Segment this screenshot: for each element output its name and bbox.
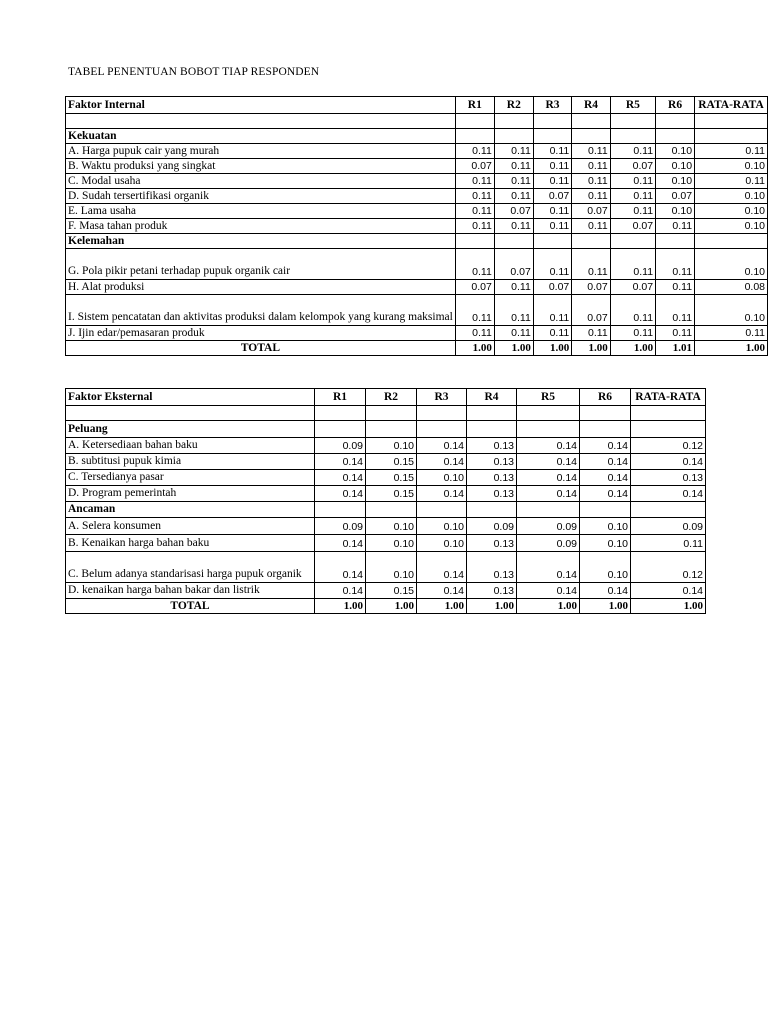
cell-value: 0.14	[417, 583, 467, 599]
cell-value: 0.11	[533, 144, 571, 159]
cell-value: 0.14	[417, 552, 467, 583]
cell-value: 0.11	[533, 159, 571, 174]
cell-value: 0.10	[417, 470, 467, 486]
cell-value: 0.09	[517, 518, 580, 535]
cell-value: 0.11	[656, 219, 695, 234]
cell-value: 0.11	[494, 219, 533, 234]
cell-value: 0.09	[315, 518, 366, 535]
cell-average: 0.10	[695, 159, 768, 174]
table-row	[66, 144, 768, 159]
cell-value: 0.14	[580, 438, 631, 454]
cell-value: 0.07	[656, 189, 695, 204]
total-value: 1.00	[494, 341, 533, 356]
column-header-r1: R1	[455, 97, 494, 114]
factor-label: D. Sudah tersertifikasi organik	[66, 189, 456, 204]
table-header-row	[66, 97, 768, 114]
cell-average: 0.10	[695, 189, 768, 204]
external-factor-table	[65, 388, 706, 614]
total-value: 1.01	[656, 341, 695, 356]
cell-value: 0.09	[467, 518, 517, 535]
cell-value: 0.07	[572, 204, 610, 219]
factor-label: B. Kenaikan harga bahan baku	[66, 535, 315, 552]
cell-value: 0.10	[580, 552, 631, 583]
cell-value: 0.07	[533, 280, 571, 295]
table-row	[66, 219, 768, 234]
factor-label: D. Program pemerintah	[66, 486, 315, 502]
cell-average: 0.11	[695, 326, 768, 341]
cell-value: 0.07	[572, 295, 610, 326]
section-label: Peluang	[66, 421, 315, 438]
total-average: 1.00	[631, 599, 706, 614]
section-row	[66, 502, 706, 518]
cell-value: 0.11	[656, 249, 695, 280]
cell-value: 0.13	[467, 470, 517, 486]
cell-value: 0.11	[656, 326, 695, 341]
cell-value: 0.11	[572, 326, 610, 341]
cell-value: 0.14	[315, 552, 366, 583]
cell-value: 0.10	[366, 552, 417, 583]
total-row	[66, 341, 768, 356]
factor-label: C. Tersedianya pasar	[66, 470, 315, 486]
total-row	[66, 599, 706, 614]
table-header-row	[66, 389, 706, 406]
cell-average: 0.10	[695, 204, 768, 219]
cell-value: 0.11	[610, 249, 655, 280]
column-header-r2: R2	[494, 97, 533, 114]
cell-value: 0.11	[494, 280, 533, 295]
cell-average: 0.13	[631, 470, 706, 486]
cell-value: 0.14	[315, 486, 366, 502]
cell-value: 0.10	[656, 159, 695, 174]
cell-value: 0.13	[467, 535, 517, 552]
cell-value: 0.11	[572, 159, 610, 174]
cell-value: 0.11	[455, 189, 494, 204]
factor-label: A. Ketersediaan bahan baku	[66, 438, 315, 454]
page-title: TABEL PENENTUAN BOBOT TIAP RESPONDEN	[68, 66, 320, 78]
factor-label: J. Ijin edar/pemasaran produk	[66, 326, 456, 341]
total-value: 1.00	[366, 599, 417, 614]
cell-value: 0.11	[656, 280, 695, 295]
cell-value: 0.09	[315, 438, 366, 454]
total-label: TOTAL	[66, 599, 315, 614]
blank-row	[66, 406, 706, 421]
table-row	[66, 583, 706, 599]
cell-value: 0.07	[455, 159, 494, 174]
cell-value: 0.07	[572, 280, 610, 295]
total-label: TOTAL	[66, 341, 456, 356]
cell-value: 0.11	[533, 219, 571, 234]
total-average: 1.00	[695, 341, 768, 356]
factor-label: C. Belum adanya standarisasi harga pupuk organik	[66, 552, 315, 583]
cell-value: 0.11	[494, 144, 533, 159]
column-header-average: RATA-RATA	[695, 97, 768, 114]
factor-label: B. subtitusi pupuk kimia	[66, 454, 315, 470]
cell-value: 0.11	[455, 219, 494, 234]
cell-value: 0.13	[467, 454, 517, 470]
table-row	[66, 438, 706, 454]
cell-value: 0.09	[517, 535, 580, 552]
cell-value: 0.11	[494, 174, 533, 189]
cell-value: 0.14	[315, 454, 366, 470]
total-value: 1.00	[315, 599, 366, 614]
cell-value: 0.14	[580, 470, 631, 486]
cell-value: 0.14	[517, 552, 580, 583]
cell-value: 0.11	[494, 189, 533, 204]
factor-label: I. Sistem pencatatan dan aktivitas produksi dalam kelompok yang kurang maksimal	[66, 295, 456, 326]
cell-value: 0.11	[455, 249, 494, 280]
cell-value: 0.11	[656, 295, 695, 326]
internal-factor-table	[65, 96, 768, 356]
cell-average: 0.10	[695, 295, 768, 326]
cell-value: 0.11	[533, 174, 571, 189]
cell-value: 0.07	[610, 280, 655, 295]
total-value: 1.00	[455, 341, 494, 356]
cell-value: 0.15	[366, 470, 417, 486]
factor-label: A. Selera konsumen	[66, 518, 315, 535]
table-row	[66, 204, 768, 219]
column-header-factor: Faktor Internal	[66, 97, 456, 114]
section-label: Kekuatan	[66, 129, 456, 144]
cell-value: 0.15	[366, 583, 417, 599]
total-value: 1.00	[417, 599, 467, 614]
factor-label: A. Harga pupuk cair yang murah	[66, 144, 456, 159]
cell-value: 0.11	[494, 295, 533, 326]
cell-value: 0.11	[533, 326, 571, 341]
cell-value: 0.10	[366, 535, 417, 552]
cell-value: 0.14	[417, 454, 467, 470]
cell-value: 0.14	[315, 470, 366, 486]
cell-value: 0.07	[494, 249, 533, 280]
table-row	[66, 552, 706, 583]
table-row	[66, 486, 706, 502]
table-row	[66, 518, 706, 535]
cell-value: 0.14	[517, 454, 580, 470]
cell-value: 0.11	[572, 144, 610, 159]
cell-value: 0.14	[315, 535, 366, 552]
cell-average: 0.11	[695, 144, 768, 159]
factor-label: D. kenaikan harga bahan bakar dan listrik	[66, 583, 315, 599]
table-row	[66, 280, 768, 295]
cell-value: 0.11	[533, 204, 571, 219]
factor-label: B. Waktu produksi yang singkat	[66, 159, 456, 174]
cell-value: 0.11	[572, 174, 610, 189]
cell-value: 0.10	[417, 518, 467, 535]
cell-value: 0.11	[533, 295, 571, 326]
cell-value: 0.07	[533, 189, 571, 204]
table-row	[66, 159, 768, 174]
cell-value: 0.11	[610, 174, 655, 189]
column-header-r2: R2	[366, 389, 417, 406]
table-row	[66, 326, 768, 341]
cell-average: 0.12	[631, 438, 706, 454]
cell-value: 0.14	[417, 438, 467, 454]
cell-value: 0.07	[610, 219, 655, 234]
cell-average: 0.10	[695, 219, 768, 234]
cell-value: 0.14	[580, 454, 631, 470]
cell-value: 0.11	[572, 249, 610, 280]
section-label: Kelemahan	[66, 234, 456, 249]
column-header-r6: R6	[656, 97, 695, 114]
cell-value: 0.11	[572, 189, 610, 204]
cell-average: 0.08	[695, 280, 768, 295]
cell-value: 0.11	[455, 326, 494, 341]
cell-value: 0.11	[610, 326, 655, 341]
table-row	[66, 189, 768, 204]
cell-value: 0.11	[455, 144, 494, 159]
cell-average: 0.14	[631, 583, 706, 599]
cell-value: 0.11	[610, 295, 655, 326]
cell-value: 0.13	[467, 486, 517, 502]
cell-average: 0.14	[631, 454, 706, 470]
column-header-r5: R5	[517, 389, 580, 406]
cell-value: 0.11	[494, 326, 533, 341]
total-value: 1.00	[467, 599, 517, 614]
total-value: 1.00	[580, 599, 631, 614]
factor-label: F. Masa tahan produk	[66, 219, 456, 234]
factor-label: E. Lama usaha	[66, 204, 456, 219]
section-row	[66, 129, 768, 144]
section-row	[66, 421, 706, 438]
cell-average: 0.14	[631, 486, 706, 502]
table-row	[66, 470, 706, 486]
cell-value: 0.11	[494, 159, 533, 174]
cell-value: 0.11	[455, 204, 494, 219]
cell-value: 0.14	[517, 486, 580, 502]
column-header-r1: R1	[315, 389, 366, 406]
cell-value: 0.11	[610, 204, 655, 219]
cell-value: 0.11	[572, 219, 610, 234]
cell-value: 0.15	[366, 454, 417, 470]
total-value: 1.00	[533, 341, 571, 356]
cell-value: 0.14	[417, 486, 467, 502]
cell-average: 0.09	[631, 518, 706, 535]
factor-label: H. Alat produksi	[66, 280, 456, 295]
cell-value: 0.15	[366, 486, 417, 502]
cell-value: 0.07	[494, 204, 533, 219]
column-header-r4: R4	[572, 97, 610, 114]
table-row	[66, 174, 768, 189]
cell-value: 0.07	[610, 159, 655, 174]
total-value: 1.00	[610, 341, 655, 356]
cell-average: 0.11	[695, 174, 768, 189]
total-value: 1.00	[517, 599, 580, 614]
cell-value: 0.14	[517, 583, 580, 599]
cell-value: 0.10	[656, 144, 695, 159]
cell-value: 0.10	[656, 204, 695, 219]
cell-value: 0.10	[580, 518, 631, 535]
cell-value: 0.11	[455, 295, 494, 326]
section-label: Ancaman	[66, 502, 315, 518]
column-header-r4: R4	[467, 389, 517, 406]
table-row	[66, 535, 706, 552]
cell-value: 0.10	[366, 438, 417, 454]
cell-value: 0.14	[517, 470, 580, 486]
cell-value: 0.13	[467, 438, 517, 454]
cell-value: 0.11	[455, 174, 494, 189]
table-row	[66, 454, 706, 470]
cell-value: 0.11	[533, 249, 571, 280]
cell-average: 0.11	[631, 535, 706, 552]
table-row	[66, 295, 768, 326]
column-header-r3: R3	[417, 389, 467, 406]
cell-value: 0.10	[656, 174, 695, 189]
cell-value: 0.14	[580, 486, 631, 502]
total-value: 1.00	[572, 341, 610, 356]
column-header-r5: R5	[610, 97, 655, 114]
cell-value: 0.10	[366, 518, 417, 535]
cell-average: 0.10	[695, 249, 768, 280]
cell-average: 0.12	[631, 552, 706, 583]
factor-label: C. Modal usaha	[66, 174, 456, 189]
cell-value: 0.07	[455, 280, 494, 295]
column-header-r6: R6	[580, 389, 631, 406]
cell-value: 0.10	[417, 535, 467, 552]
column-header-r3: R3	[533, 97, 571, 114]
cell-value: 0.13	[467, 583, 517, 599]
cell-value: 0.14	[315, 583, 366, 599]
cell-value: 0.14	[580, 583, 631, 599]
cell-value: 0.11	[610, 189, 655, 204]
section-row	[66, 234, 768, 249]
column-header-average: RATA-RATA	[631, 389, 706, 406]
cell-value: 0.13	[467, 552, 517, 583]
blank-row	[66, 114, 768, 129]
table-row	[66, 249, 768, 280]
cell-value: 0.14	[517, 438, 580, 454]
column-header-factor: Faktor Eksternal	[66, 389, 315, 406]
cell-value: 0.10	[580, 535, 631, 552]
factor-label: G. Pola pikir petani terhadap pupuk organik cair	[66, 249, 456, 280]
cell-value: 0.11	[610, 144, 655, 159]
